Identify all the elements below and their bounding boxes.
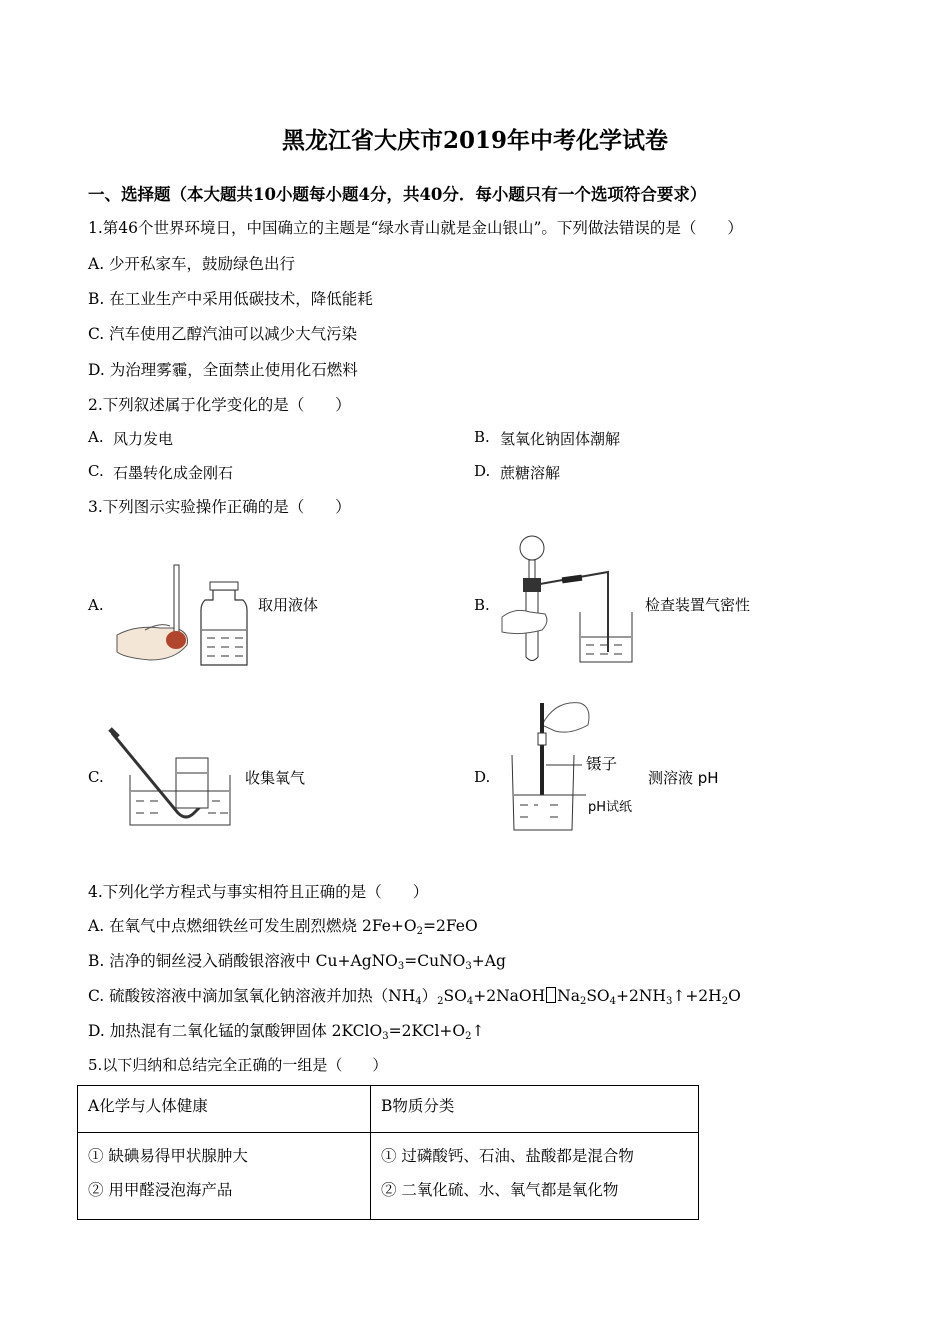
q5-cell-a <box>78 1133 371 1220</box>
q1-option-a: A. 少开私家车，鼓励绿色出行 <box>88 255 296 273</box>
q2-stem: 2.下列叙述属于化学变化的是（ ） <box>88 396 351 414</box>
airtightness-figure <box>500 532 640 667</box>
q4-option-d: D. 加热混有二氧化锰的氯酸钾固体 $2KClO_3=2KCl+O_2↑$ <box>88 1022 485 1042</box>
section-heading: 一、选择题（本大题共10小题每小题4分，共40分．每小题只有一个选项符合要求） <box>88 185 707 204</box>
q1-option-b: B. 在工业生产中采用低碳技术，降低能耗 <box>88 290 373 308</box>
q5-b-item-2: ② 二氧化硫、水、氧气都是氧化物 <box>381 1181 619 1199</box>
q3-option-b-letter: B. <box>474 596 490 614</box>
q4-option-c-text: C. 硫酸铵溶液中滴加氢氧化钠溶液并加热 <box>88 987 373 1005</box>
q2-option-c-text: 石墨转化成金刚石 <box>113 464 234 482</box>
q4-option-d-text: D. 加热混有二氧化锰的氯酸钾固体 <box>88 1022 327 1040</box>
q2-option-d-text: 蔗糖溶解 <box>500 464 561 482</box>
q1-option-c: C. 汽车使用乙醇汽油可以减少大气污染 <box>88 325 358 343</box>
q2-option-b-letter: B. <box>474 428 490 446</box>
q2-option-d-letter: D. <box>474 462 491 480</box>
q1-stem: 1.第46个世界环境日，中国确立的主题是“绿水青山就是金山银山”。下列做法错误的是（ ） <box>88 219 743 237</box>
q3-option-b-label: 检查装置气密性 <box>645 596 751 614</box>
tweezers-label: 镊子 <box>586 755 618 773</box>
q3-option-a-letter: A. <box>88 596 104 614</box>
q4-option-b-text: B. 洁净的铜丝浸入硝酸银溶液中 <box>88 952 311 970</box>
ph-paper-label: pH试纸 <box>588 800 633 815</box>
missing-glyph-box <box>546 987 556 1003</box>
q5-stem: 5.以下归纳和总结完全正确的一组是（ ） <box>88 1056 388 1074</box>
q3-stem: 3.下列图示实验操作正确的是（ ） <box>88 498 351 516</box>
q5-header-b: B物质分类 <box>371 1086 699 1133</box>
q3-option-c-label: 收集氧气 <box>245 769 306 787</box>
dropper-bottle-figure <box>115 560 255 675</box>
q5-a-item-2: ② 用甲醛浸泡海产品 <box>88 1181 233 1199</box>
q5-b-item-1: ① 过磷酸钙、石油、盐酸都是混合物 <box>381 1147 634 1165</box>
q4-option-a: A. 在氧气中点燃细铁丝可发生剧烈燃烧 $2Fe+O_2=2FeO$ <box>88 917 478 937</box>
q5-cell-b <box>371 1133 699 1220</box>
q2-option-c-letter: C. <box>88 462 104 480</box>
collect-oxygen-figure <box>108 725 238 830</box>
q5-a-item-1: ① 缺碘易得甲状腺肿大 <box>88 1147 248 1165</box>
q4-option-a-text: A. 在氧气中点燃细铁丝可发生剧烈燃烧 <box>88 917 358 935</box>
q2-option-a-letter: A. <box>88 428 104 446</box>
q5-header-a: A化学与人体健康 <box>78 1086 371 1133</box>
q1-option-d: D. 为治理雾霾，全面禁止使用化石燃料 <box>88 361 358 379</box>
q2-option-a-text: 风力发电 <box>113 430 174 448</box>
page-title: 黑龙江省大庆市2019年中考化学试卷 <box>281 127 668 154</box>
q3-option-d-label: 测溶液 pH <box>648 769 719 787</box>
q4-stem: 4.下列化学方程式与事实相符且正确的是（ ） <box>88 883 429 901</box>
q4-option-c: C. 硫酸铵溶液中滴加氢氧化钠溶液并加热$(NH_4)_2SO_4+2NaOH$ $Na_2SO_4+2NH_3↑+2H_2O$ <box>88 987 741 1007</box>
q4-option-b: B. 洁净的铜丝浸入硝酸银溶液中 Cu+AgNO$_3$=CuNO$_3$+Ag <box>88 952 506 972</box>
q2-option-b-text: 氢氧化钠固体潮解 <box>500 430 621 448</box>
q3-option-d-letter: D. <box>474 768 491 786</box>
q3-option-c-letter: C. <box>88 768 104 786</box>
q3-option-a-label: 取用液体 <box>258 596 319 614</box>
q5-table <box>77 1085 699 1220</box>
